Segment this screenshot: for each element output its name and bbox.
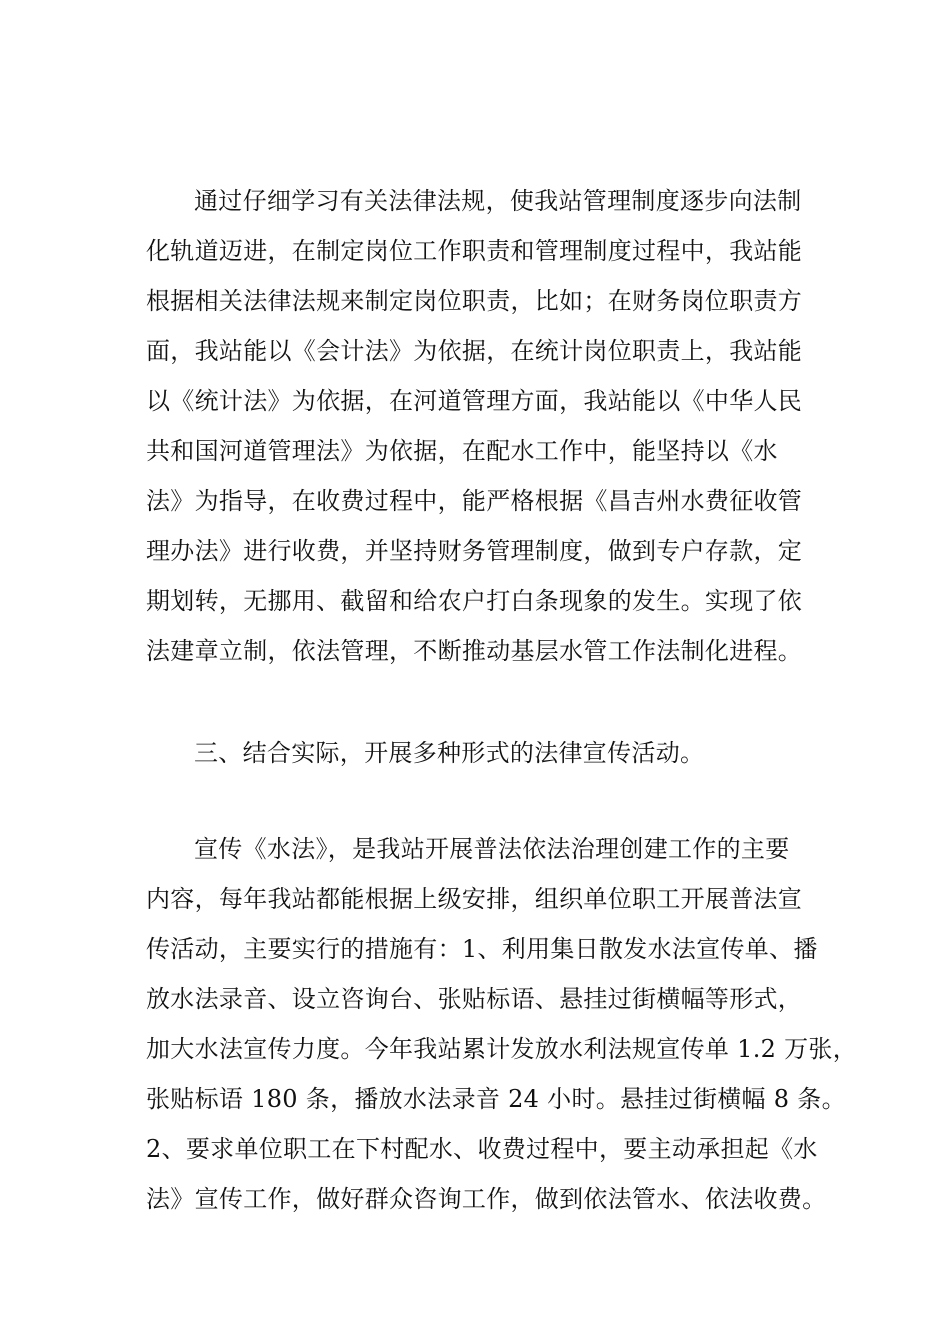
paragraph-3-line-1: 宣传《水法》，是我站开展普法依法治理创建工作的主要 — [194, 835, 790, 863]
paragraph-3-line-2: 内容，每年我站都能根据上级安排，组织单位职工开展普法宣 — [146, 885, 803, 913]
paragraph-3-line-7: 2、要求单位职工在下村配水、收费过程中，要主动承担起《水 — [146, 1135, 818, 1163]
paragraph-1-line-6: 共和国河道管理法》为依据，在配水工作中，能坚持以《水 — [146, 437, 778, 465]
paragraph-1-line-10: 法建章立制，依法管理，不断推动基层水管工作法制化进程。 — [146, 637, 803, 665]
paragraph-1-line-9: 期划转，无挪用、截留和给农户打白条现象的发生。实现了依 — [146, 587, 803, 615]
section-heading: 三、结合实际，开展多种形式的法律宣传活动。 — [194, 739, 705, 767]
paragraph-3-line-6: 张贴标语 180 条，播放水法录音 24 小时。悬挂过街横幅 8 条。 — [146, 1085, 846, 1113]
paragraph-3-line-4: 放水法录音、设立咨询台、张贴标语、悬挂过街横幅等形式， — [146, 985, 803, 1013]
paragraph-1-line-5: 以《统计法》为依据，在河道管理方面，我站能以《中华人民 — [146, 387, 803, 415]
paragraph-1-line-1: 通过仔细学习有关法律法规，使我站管理制度逐步向法制 — [194, 187, 802, 215]
paragraph-1-line-2: 化轨道迈进，在制定岗位工作职责和管理制度过程中，我站能 — [146, 237, 803, 265]
paragraph-1-line-7: 法》为指导，在收费过程中，能严格根据《昌吉州水费征收管 — [146, 487, 803, 515]
paragraph-3-line-5: 加大水法宣传力度。今年我站累计发放水利法规宣传单 1.2 万张， — [146, 1035, 858, 1063]
paragraph-1-line-4: 面，我站能以《会计法》为依据，在统计岗位职责上，我站能 — [146, 337, 803, 365]
paragraph-1-line-8: 理办法》进行收费，并坚持财务管理制度，做到专户存款，定 — [146, 537, 803, 565]
paragraph-3-line-8: 法》宣传工作，做好群众咨询工作，做到依法管水、依法收费。 — [146, 1185, 827, 1213]
paragraph-1-line-3: 根据相关法律法规来制定岗位职责，比如；在财务岗位职责方 — [146, 287, 803, 315]
paragraph-3-line-3: 传活动，主要实行的措施有：1、利用集日散发水法宣传单、播 — [146, 935, 818, 963]
